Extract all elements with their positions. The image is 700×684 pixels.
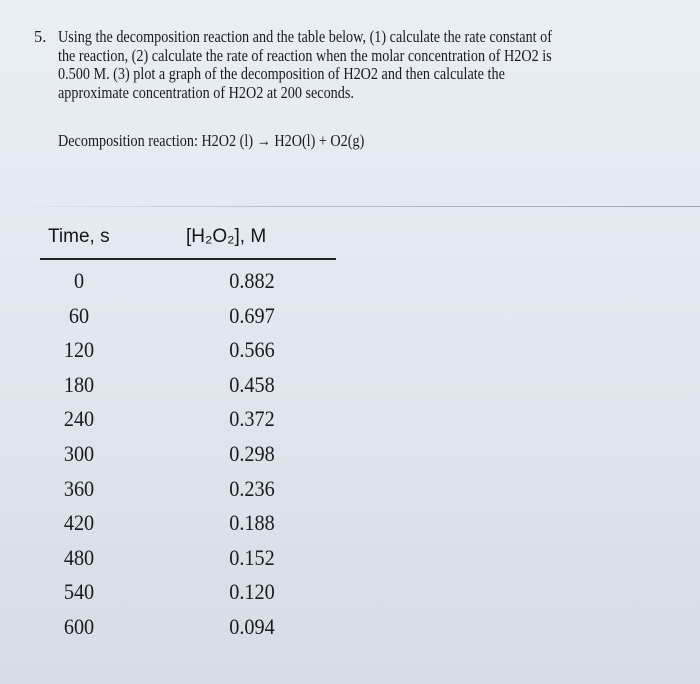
question-number: 5. — [34, 27, 47, 46]
table-row — [0, 372, 340, 406]
time-cell: 300 — [63, 441, 95, 466]
concentration-cell: 0.372 — [229, 406, 275, 432]
table-row — [0, 406, 340, 440]
question-line: the reaction, (2) calculate the rate of reaction when the molar concentration of H2O2 is — [58, 45, 552, 65]
table-row — [0, 441, 340, 475]
table-row — [0, 476, 340, 510]
time-cell: 420 — [63, 510, 95, 536]
concentration-cell: 0.298 — [229, 441, 275, 466]
table-row — [0, 545, 340, 579]
time-cell: 540 — [63, 579, 95, 605]
header-rule — [40, 258, 336, 260]
header-time: Time, s — [48, 226, 110, 247]
time-cell: 0 — [73, 268, 85, 293]
time-cell: 180 — [63, 371, 95, 397]
reaction-equation: Decomposition reaction: H2O2 (l) → H2O(l) + O2(g) — [58, 131, 365, 150]
table-row — [0, 579, 340, 613]
header-concentration: [H₂O₂], M — [186, 226, 267, 247]
question-line: 0.500 M. (3) plot a graph of the decomposition of H2O2 and then calculate the — [58, 64, 505, 83]
time-cell: 360 — [63, 475, 95, 501]
concentration-cell: 0.882 — [229, 268, 275, 293]
time-cell: 240 — [63, 406, 95, 432]
time-cell: 480 — [63, 544, 95, 570]
concentration-cell: 0.697 — [229, 302, 275, 328]
table-row — [0, 337, 340, 371]
concentration-cell: 0.094 — [229, 614, 275, 639]
page-edge — [0, 206, 700, 207]
question-text — [58, 28, 660, 102]
concentration-cell: 0.566 — [229, 337, 275, 363]
question-line: approximate concentration of H2O2 at 200 seconds. — [58, 82, 354, 102]
table-row — [0, 614, 340, 648]
table-row — [0, 510, 340, 544]
concentration-cell: 0.120 — [229, 579, 275, 605]
time-cell: 600 — [63, 614, 95, 639]
table-row — [0, 268, 340, 302]
time-cell: 120 — [63, 337, 95, 363]
question-line: Using the decomposition reaction and the table below, (1) calculate the rate constant of — [58, 27, 552, 46]
concentration-cell: 0.152 — [229, 544, 275, 570]
concentration-cell: 0.236 — [229, 475, 275, 501]
table-row — [0, 303, 340, 337]
concentration-cell: 0.458 — [229, 371, 275, 397]
time-cell: 60 — [68, 302, 90, 328]
concentration-cell: 0.188 — [229, 510, 275, 536]
